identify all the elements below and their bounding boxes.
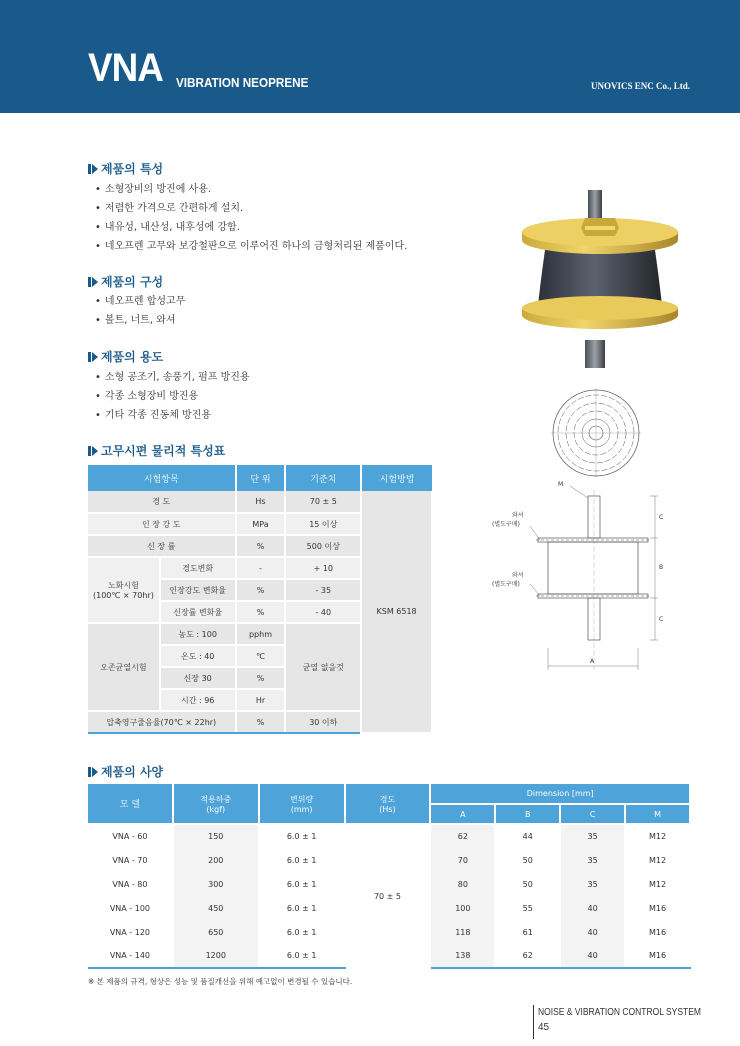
table-cell: 650 (173, 920, 259, 944)
table-cell: % (236, 667, 286, 689)
table-cell: M12 (625, 824, 690, 848)
table-cell: M16 (625, 896, 690, 920)
table-header: A (430, 804, 495, 824)
table-cell: ℃ (236, 645, 286, 667)
table-cell: 80 (430, 872, 495, 896)
table-cell: 30 이하 (285, 711, 361, 733)
table-cell: 1200 (173, 944, 259, 968)
features-title: 제품의 특성 (101, 162, 164, 176)
table-cell: 70 (430, 848, 495, 872)
list-item: • 네오프렌 합성고무 (95, 292, 185, 311)
table-cell: VNA - 100 (88, 896, 173, 920)
list-item: • 기타 각종 진동체 방진용 (95, 406, 250, 425)
table-cell: 경도변화 (160, 557, 236, 579)
label-washer-bottom: 와셔 (512, 572, 524, 579)
table-cell: - 40 (285, 601, 361, 623)
table-cell: 150 (173, 824, 259, 848)
table-header: 모 델 (88, 784, 173, 824)
table-cell: 6.0 ± 1 (259, 944, 345, 968)
table-cell: 70 ± 5 (285, 491, 361, 513)
table-cell: 인 장 강 도 (88, 513, 236, 535)
table-cell: + 10 (285, 557, 361, 579)
table-cell: 6.0 ± 1 (259, 824, 345, 848)
table-cell: 농도 : 100 (160, 623, 236, 645)
section-arrow-icon (88, 277, 98, 287)
table-header: 시험방법 (361, 465, 432, 491)
table-cell: 50 (495, 848, 560, 872)
composition-title: 제품의 구성 (101, 275, 164, 289)
header-banner (0, 0, 740, 113)
table-cell: % (236, 711, 286, 733)
section-arrow-icon (88, 446, 98, 456)
footnote: ※ 본 제품의 규격, 형상은 성능 및 품질개선을 위해 예고없이 변경될 수 있습니다. (88, 977, 353, 986)
table-cell: % (236, 601, 286, 623)
table-cell: pphm (236, 623, 286, 645)
list-item: • 각종 소형장비 방진용 (95, 387, 250, 406)
table-cell: 62 (495, 944, 560, 968)
table-cell: VNA - 70 (88, 848, 173, 872)
table-cell: 450 (173, 896, 259, 920)
table-cell: Hs (236, 491, 286, 513)
rubber-table-title: 고무시편 물리적 특성표 (101, 444, 226, 458)
table-cell: MPa (236, 513, 286, 535)
table-cell: 압축영구줄음율(70℃ × 22hr) (88, 711, 236, 733)
table-cell: 온도 : 40 (160, 645, 236, 667)
list-item: • 볼트, 너트, 와셔 (95, 311, 185, 330)
table-header: B (495, 804, 560, 824)
table-cell: - (236, 557, 286, 579)
label-m: M (558, 481, 564, 488)
side-view-drawing (478, 480, 678, 680)
table-cell: VNA - 80 (88, 872, 173, 896)
table-cell: 55 (495, 896, 560, 920)
table-cell: M12 (625, 848, 690, 872)
table-header: 기준치 (285, 465, 361, 491)
footer-divider (533, 1005, 534, 1039)
table-header: 시험항목 (88, 465, 236, 491)
table-header: Dimension [mm] (430, 784, 690, 804)
table-cell: VNA - 140 (88, 944, 173, 968)
table-header: M (625, 804, 690, 824)
table-cell: 신장 30 (160, 667, 236, 689)
table-row (88, 491, 432, 513)
usage-title: 제품의 용도 (101, 350, 164, 364)
table-cell: VNA - 60 (88, 824, 173, 848)
table-cell: 6.0 ± 1 (259, 896, 345, 920)
company-name: UNOVICS ENC Co., Ltd. (590, 81, 690, 91)
header-hardness-label: 경도 (379, 794, 396, 804)
label-washer-bottom-note: (별도구매) (492, 581, 520, 588)
table-cell: 6.0 ± 1 (259, 920, 345, 944)
product-subtitle: VIBRATION NEOPRENE (176, 75, 309, 90)
table-cell: % (236, 579, 286, 601)
section-arrow-icon (88, 164, 98, 174)
table-cell: 시간 : 96 (160, 689, 236, 711)
table-cell: 균열 없을것 (285, 623, 361, 711)
table-cell: - 35 (285, 579, 361, 601)
list-item: • 소형장비의 방진에 사용. (95, 180, 407, 199)
table-cell: 40 (560, 896, 625, 920)
table-row (88, 824, 690, 848)
list-item: • 소형 공조기, 송풍기, 펌프 방진용 (95, 368, 250, 387)
composition-heading (88, 273, 163, 290)
header-disp-unit: (mm) (290, 804, 313, 814)
footer-system-label: NOISE & VIBRATION CONTROL SYSTEM (538, 1007, 701, 1018)
table-cell: 100 (430, 896, 495, 920)
table-cell: 138 (430, 944, 495, 968)
table-cell: 오존균열시험 (88, 623, 160, 711)
table-cell: 6.0 ± 1 (259, 848, 345, 872)
table-cell: M12 (625, 872, 690, 896)
composition-list (95, 292, 185, 330)
table-cell: 61 (495, 920, 560, 944)
list-item: • 저렴한 가격으로 간편하게 설치. (95, 199, 407, 218)
section-arrow-icon (88, 352, 98, 362)
table-cell: 62 (430, 824, 495, 848)
list-item: • 내유성, 내산성, 내후성에 강함. (95, 218, 407, 237)
rubber-property-table (88, 465, 433, 734)
table-cell: 15 이상 (285, 513, 361, 535)
table-cell: 118 (430, 920, 495, 944)
table-header: 단 위 (236, 465, 286, 491)
table-header: C (560, 804, 625, 824)
table-cell: 인장강도 변화율 (160, 579, 236, 601)
label-c-top: C (659, 514, 664, 521)
table-cell: 500 이상 (285, 535, 361, 557)
table-cell: 35 (560, 848, 625, 872)
table-cell: 신 장 률 (88, 535, 236, 557)
label-c-bottom: C (659, 616, 664, 623)
page-number: 45 (538, 1022, 550, 1033)
spec-table-heading (88, 763, 163, 780)
features-list (95, 180, 407, 256)
header-load-label: 적용하중 (200, 794, 232, 804)
spec-table-title: 제품의 사양 (101, 765, 164, 779)
table-cell: 6.0 ± 1 (259, 872, 345, 896)
table-cell: 40 (560, 944, 625, 968)
product-spec-table (88, 784, 691, 969)
table-cell: 노화시험 (100℃ × 70hr) (88, 557, 160, 623)
rubber-table-heading (88, 442, 225, 459)
table-cell: 35 (560, 824, 625, 848)
product-model-title: VNA (88, 46, 163, 90)
hardness-value-cell: 70 ± 5 (345, 824, 431, 968)
table-cell: % (236, 535, 286, 557)
table-cell: M16 (625, 944, 690, 968)
section-arrow-icon (88, 767, 98, 777)
table-cell: 신장률 변화율 (160, 601, 236, 623)
table-cell: 44 (495, 824, 560, 848)
header-hardness-unit: (Hs) (379, 804, 396, 814)
test-method-cell: KSM 6518 (361, 491, 432, 733)
header-disp-label: 변위량 (290, 794, 314, 804)
usage-heading (88, 348, 163, 365)
table-header (173, 784, 259, 824)
table-cell: M16 (625, 920, 690, 944)
table-header (259, 784, 345, 824)
label-b: B (659, 564, 664, 571)
table-cell: 40 (560, 920, 625, 944)
features-heading (88, 160, 163, 177)
label-washer-top: 와셔 (512, 512, 524, 519)
list-item: • 네오프렌 고무와 보강철판으로 이루어진 하나의 금형처리된 제품이다. (95, 237, 407, 256)
header-load-unit: (kgf) (206, 804, 226, 814)
table-cell: Hr (236, 689, 286, 711)
table-cell: 300 (173, 872, 259, 896)
product-photo (515, 190, 685, 370)
table-cell: 35 (560, 872, 625, 896)
table-cell: VNA - 120 (88, 920, 173, 944)
table-cell: 50 (495, 872, 560, 896)
table-cell: 200 (173, 848, 259, 872)
label-washer-top-note: (별도구매) (492, 521, 520, 528)
table-header (345, 784, 431, 824)
top-view-drawing (551, 388, 641, 478)
table-cell: 경 도 (88, 491, 236, 513)
label-a: A (590, 658, 595, 665)
usage-list (95, 368, 250, 425)
